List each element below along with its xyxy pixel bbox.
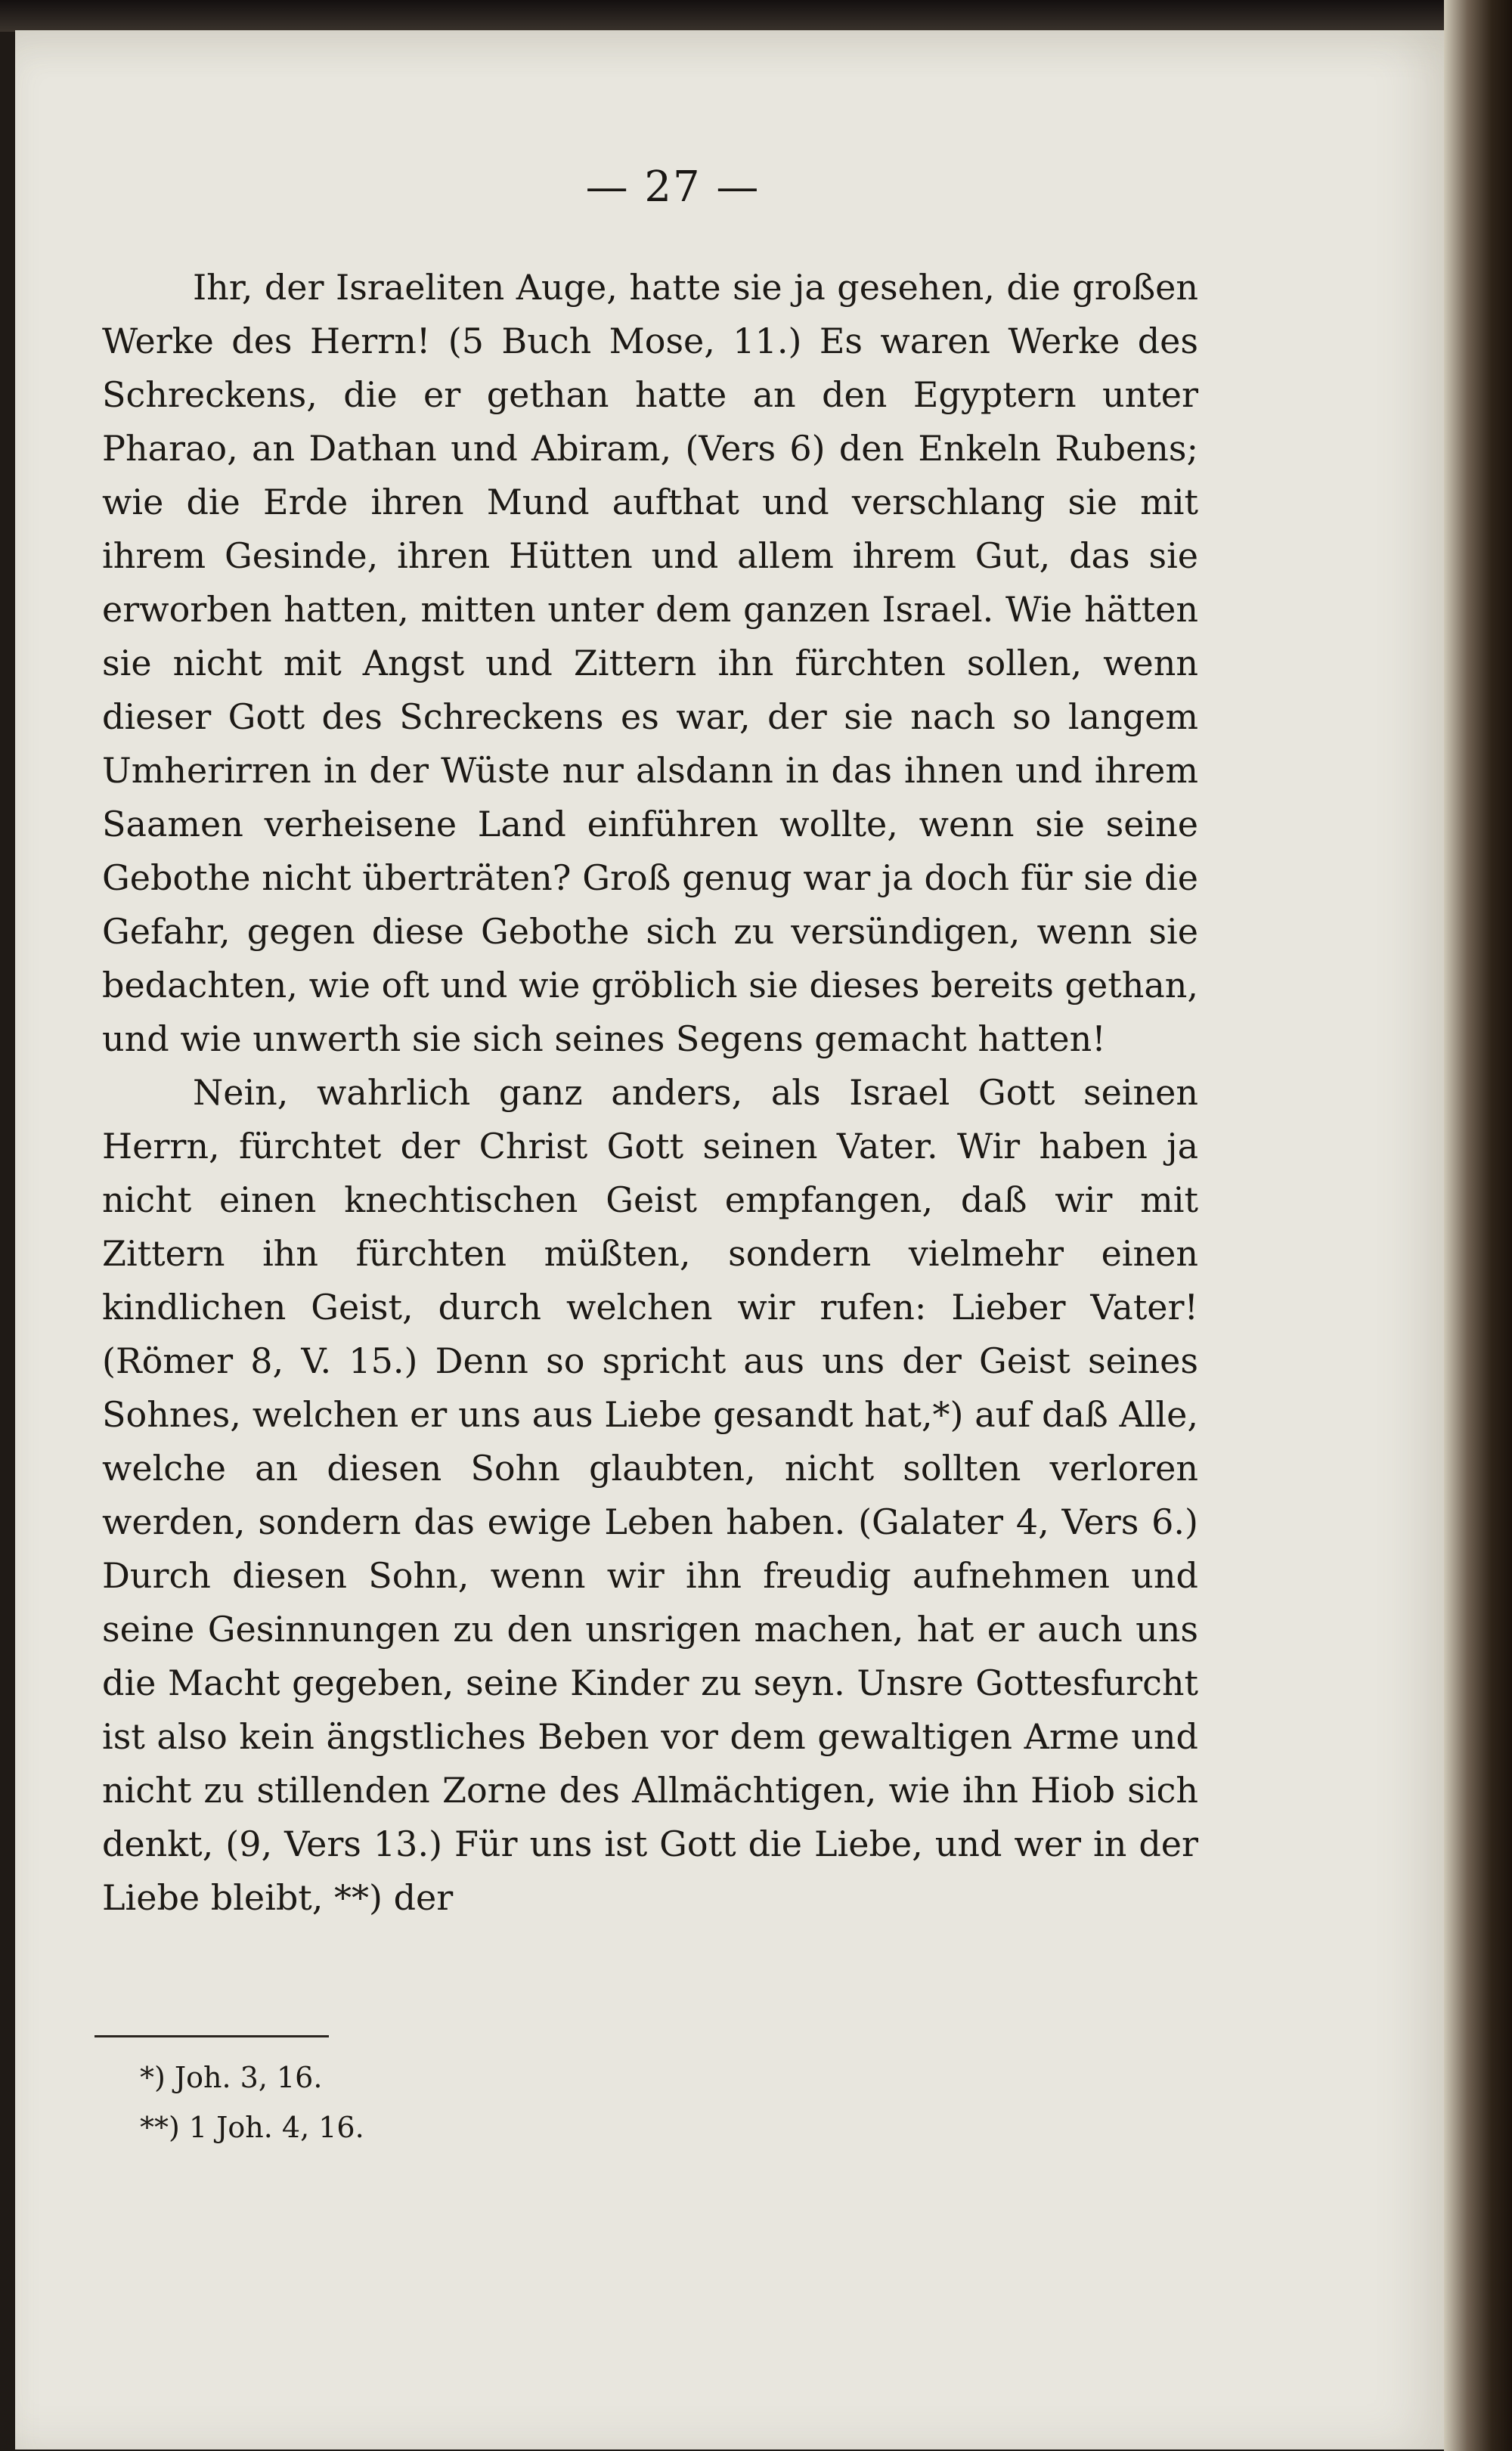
book-binding-edge xyxy=(1444,0,1512,2451)
footnote-divider xyxy=(94,2035,329,2037)
footnote-2: **) 1 Joh. 4, 16. xyxy=(140,2111,364,2144)
paragraph-2: Nein, wahrlich ganz anders, als Israel Gott seinen Herrn, fürchtet der Christ Gott seinen Vater. Wir haben ja nicht einen knechtischen Geist empfangen, daß wir mit Zittern ihn fürchten müßten, sondern vielmehr einen kindlichen Geist, durch welchen wir rufen: Lieber Vater! (Römer 8, V. 15.) Denn so spricht aus uns der Geist seines Sohnes, welchen er uns aus Liebe gesandt hat,*) auf daß Alle, welche an diesen Sohn glaubten, nicht sollten verloren werden, sondern das ewige Leben haben. (Galater 4, Vers 6.) Durch diesen Sohn, wenn wir ihn freudig aufnehmen und seine Gesinnungen zu den unsrigen machen, hat er auch uns die Macht gegeben, seine Kinder zu seyn. Unsre Gottesfurcht ist also kein ängstliches Beben vor dem gewaltigen Arme und nicht zu stillenden Zorne des Allmächtigen, wie ihn Hiob sich denkt, (9, Vers 13.) Für uns ist Gott die Liebe, und wer in der Liebe bleibt, **) der xyxy=(102,1072,1198,1918)
page-header: — 27 — xyxy=(585,163,761,212)
body-text xyxy=(102,261,1198,1925)
footnotes xyxy=(140,2053,364,2152)
top-edge xyxy=(0,0,1512,32)
paragraph-1: Ihr, der Israeliten Auge, hatte sie ja gesehen, die großen Werke des Herrn! (5 Buch Mose, 11.) Es waren Werke des Schreckens, die er gethan hatte an den Egyptern unter Pharao, an Dathan und Abiram, (Vers 6) den Enkeln Rubens; wie die Erde ihren Mund aufthat und verschlang sie mit ihrem Gesinde, ihren Hütten und allem ihrem Gut, das sie erworben hatten, mitten unter dem ganzen Israel. Wie hätten sie nicht mit Angst und Zittern ihn fürchten sollen, wenn dieser Gott des Schreckens es war, der sie nach so langem Umherirren in der Wüste nur alsdann in das ihnen und ihrem Saamen verheisene Land einführen wollte, wenn sie seine Gebothe nicht überträten? Groß genug war ja doch für sie die Gefahr, gegen diese Gebothe sich zu versündigen, wenn sie bedachten, wie oft und wie gröblich sie dieses bereits gethan, und wie unwerth sie sich seines Segens gemacht hatten! xyxy=(102,267,1198,1059)
footnote-1: *) Joh. 3, 16. xyxy=(140,2061,323,2094)
